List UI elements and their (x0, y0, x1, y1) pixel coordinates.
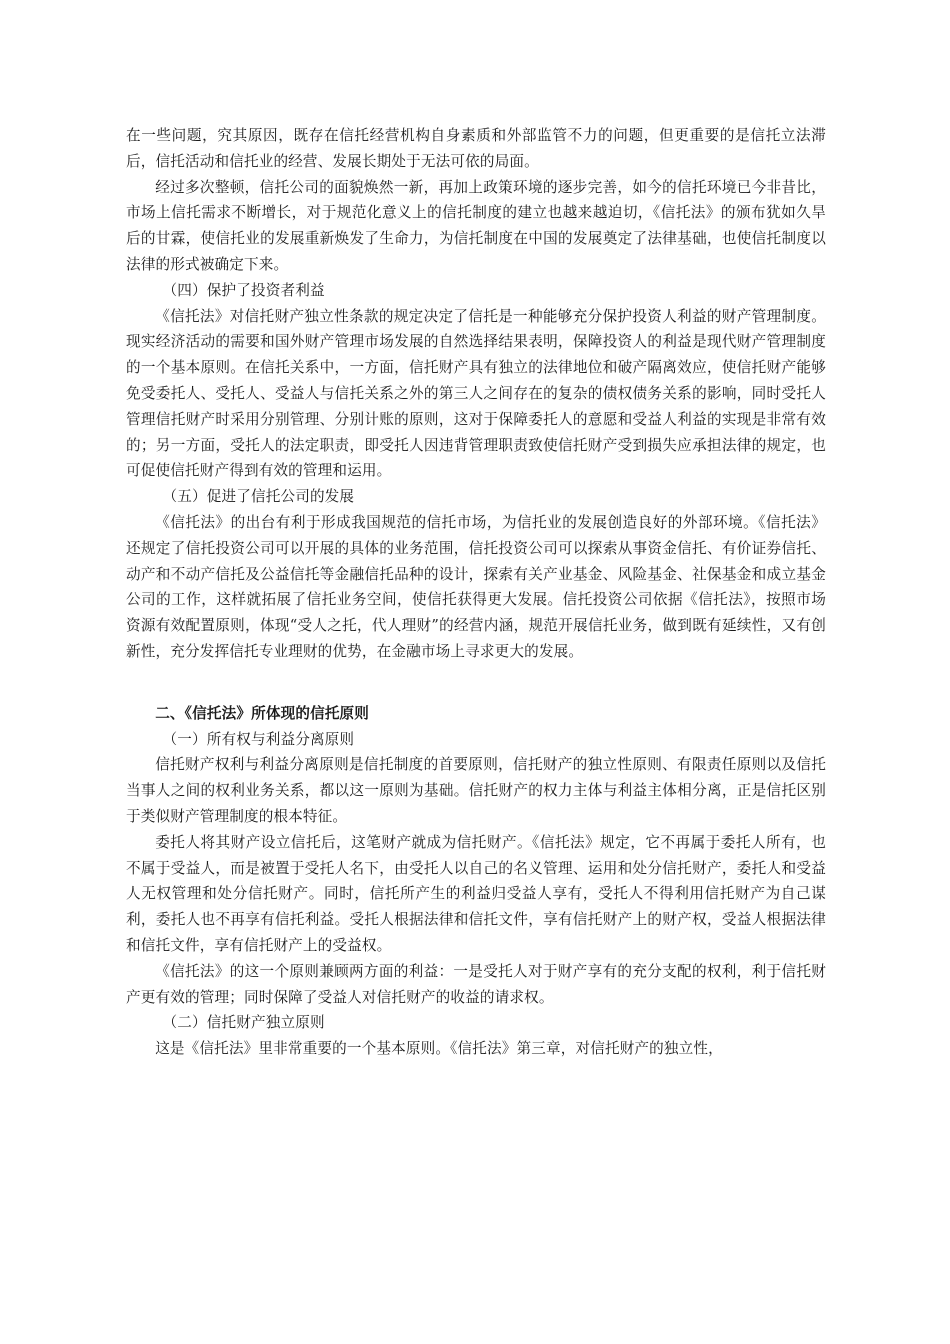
paragraph: 经过多次整顿，信托公司的面貌焕然一新，再加上政策环境的逐步完善，如今的信托环境已今非昔比，市场上信托需求不断增长，对于规范化意义上的信托制度的建立也越来越迫切，《信托法》的颁布犹如久旱后的甘霖，使信托业的发展重新焕发了生命力，为信托制度在中国的发展奠定了法律基础，也使信托制度以法律的形式被确定下来。 (126, 178, 826, 273)
paragraph: 《信托法》的出台有利于形成我国规范的信托市场，为信托业的发展创造良好的外部环境。《信托法》还规定了信托投资公司可以开展的具体的业务范围，信托投资公司可以探索从事资金信托、有价证券信托、动产和不动产信托及公益信托等金融信托品种的设计，探索有关产业基金、风险基金、社保基金和成立基金公司的工作，这样就拓展了信托业务空间，使信托获得更大发展。信托投资公司依据《信托法》，按照市场资源有效配置原则，体现“受人之托，代人理财”的经营内涵，规范开展信托业务，做到既有延续性，又有创新性，充分发挥信托专业理财的优势，在金融市场上寻求更大的发展。 (126, 513, 826, 660)
paragraph: 《信托法》的这一个原则兼顾两方面的利益：一是受托人对于财产享有的充分支配的权利，利于信托财产更有效的管理；同时保障了受益人对信托财产的收益的请求权。 (126, 962, 826, 1006)
paragraph: 在一些问题，究其原因，既存在信托经营机构自身素质和外部监管不力的问题，但更重要的是信托立法滞后，信托活动和信托业的经营、发展长期处于无法可依的局面。 (126, 127, 826, 170)
paragraph: 《信托法》对信托财产独立性条款的规定决定了信托是一种能够充分保护投资人利益的财产管理制度。现实经济活动的需要和国外财产管理市场发展的自然选择结果表明，保障投资人的利益是现代财产管理制度的一个基本原则。在信托关系中，一方面，信托财产具有独立的法律地位和破产隔离效应，使信托财产能够免受委托人、受托人、受益人与信托关系之外的第三人之间存在的复杂的债权债务关系的影响，同时受托人管理信托财产时采用分别管理、分别计账的原则，这对于保障委托人的意愿和受益人利益的实现是非常有效的；另一方面，受托人的法定职责，即受托人因违背管理职责致使信托财产受到损失应承担法律的规定，也可促使信托财产得到有效的管理和运用。 (126, 307, 826, 480)
subsection-heading: （五）促进了信托公司的发展 (162, 488, 355, 506)
section-gap (126, 665, 826, 701)
paragraph: 这是《信托法》里非常重要的一个基本原则。《信托法》第三章，对信托财产的独立性， (155, 1040, 723, 1058)
section-heading: 二、《信托法》所体现的信托原则 (155, 704, 370, 722)
subsection-heading: （一）所有权与利益分离原则 (162, 730, 355, 748)
paragraph: 委托人将其财产设立信托后，这笔财产就成为信托财产。《信托法》规定，它不再属于委托人所有，也不属于受益人，而是被置于受托人名下，由受托人以自己的名义管理、运用和处分信托财产，委托人和受益人无权管理和处分信托财产。同时，信托所产生的利益归受益人享有，受托人不得利用信托财产为自己谋利，委托人也不再享有信托利益。受托人根据法律和信托文件，享有信托财产上的财产权，受益人根据法律和信托文件，享有信托财产上的受益权。 (126, 833, 826, 954)
paragraph: 信托财产权利与利益分离原则是信托制度的首要原则，信托财产的独立性原则、有限责任原则以及信托当事人之间的权利业务关系，都以这一原则为基础。信托财产的权力主体与利益主体相分离，正是信托区别于类似财产管理制度的根本特征。 (126, 756, 826, 825)
document-page (126, 123, 826, 1062)
subsection-heading: （四）保护了投资者利益 (162, 281, 325, 299)
subsection-heading: （二）信托财产独立原则 (162, 1014, 325, 1032)
